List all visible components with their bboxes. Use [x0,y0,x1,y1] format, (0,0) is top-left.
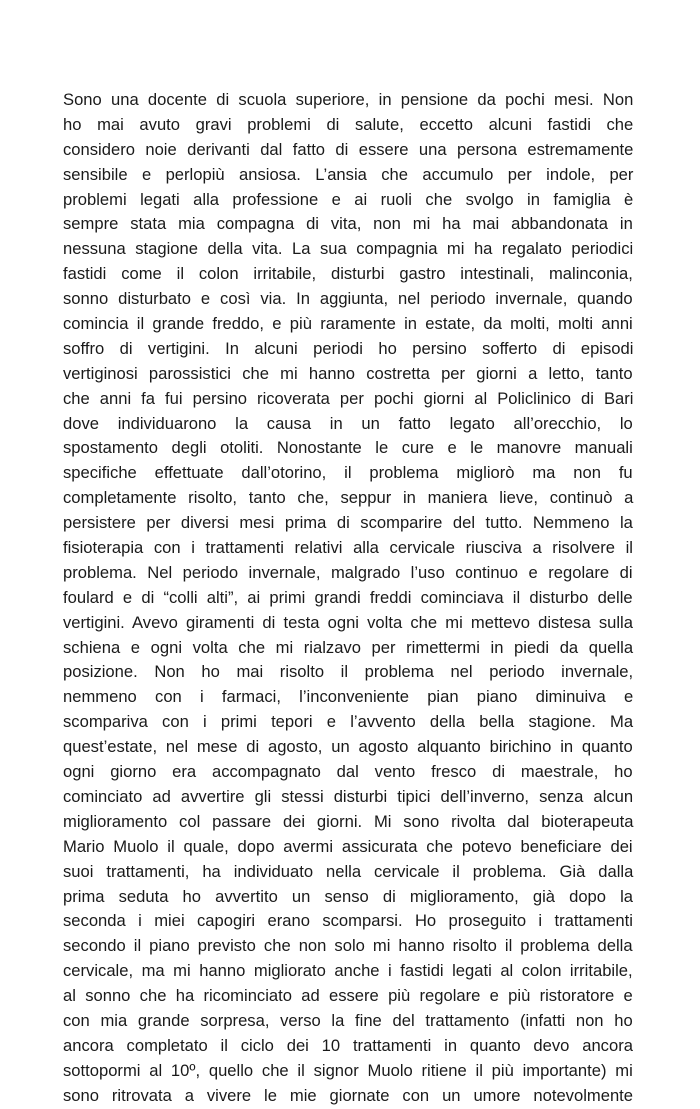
text-line: posizione. Non ho mai risolto il problema nel periodo invernale, [63,662,634,682]
text-line: che anni fa fui persino ricoverata per pochi giorni al Policlinico di Bari [63,388,634,408]
text-line: sensibile e perlopiù ansiosa. L’ansia che accumulo per indole, per [63,164,634,184]
text-line: seconda i miei capogiri erano scomparsi. Ho proseguito i trattamenti [63,911,633,931]
text-line: considero noie derivanti dal fatto di essere una persona estremamente [63,139,634,159]
text-line: nessuna stagione della vita. La sua compagnia mi ha regalato periodici [63,239,634,259]
text-line: al sonno che ha ricominciato ad essere più regolare e più ristoratore e [63,986,633,1006]
text-line: dove individuarono la causa in un fatto legato all’orecchio, lo [63,413,633,433]
text-line: foulard e di “colli alti”, ai primi grandi freddi cominciava il disturbo delle [63,587,633,607]
text-line: prima seduta ho avvertito un senso di miglioramento, già dopo la [63,886,634,906]
text-line: suoi trattamenti, ha individuato nella cervicale il problema. Già dalla [63,861,634,881]
text-line: problemi legati alla professione e ai ruoli che svolgo in famiglia è [63,189,634,209]
text-line: miglioramento col passare dei giorni. Mi sono rivolta dal bioterapeuta [63,811,634,831]
text-line: secondo il piano previsto che non solo mi hanno risolto il problema della [63,936,633,956]
text-line: comincia il grande freddo, e più raramente in estate, da molti, molti anni [63,314,633,334]
text-line: ogni giorno era accompagnato dal vento fresco di maestrale, ho [63,762,633,782]
text-line: Sono una docente di scuola superiore, in pensione da pochi mesi. Non [63,90,634,109]
text-line: fastidi come il colon irritabile, disturbi gastro intestinali, malinconia, [63,264,633,284]
text-line: spostamento degli otoliti. Nonostante le cure e le manovre manuali [63,438,633,458]
text-line: Mario Muolo il quale, dopo avermi assicurata che potevo beneficiare dei [63,836,633,856]
text-line: con mia grande sorpresa, verso la fine del trattamento (infatti non ho [63,1010,633,1030]
text-line: ho mai avuto gravi problemi di salute, eccetto alcuni fastidi che [63,114,634,134]
text-line: specifiche effettuate dall’otorino, il problema migliorò ma non fu [63,463,633,483]
text-line: soffro di vertigini. In alcuni periodi ho persino sofferto di episodi [63,338,634,358]
text-line: cervicale, ma mi hanno migliorato anche i fastidi legati al colon irritabile, [63,961,633,981]
text-line: sempre stata mia compagna di vita, non mi ha mai abbandonata in [63,214,633,234]
text-line: vertiginosi parossistici che mi hanno costretta per giorni a letto, tanto [63,363,633,383]
text-line: persistere per diversi mesi prima di scomparire del tutto. Nemmeno la [63,513,633,533]
text-line: fisioterapia con i trattamenti relativi alla cervicale riusciva a risolvere il [63,538,633,558]
text-line: ancora completato il ciclo dei 10 trattamenti in quanto devo ancora [63,1035,633,1055]
text-line: schiena e ogni volta che mi rialzavo per rimettermi in piedi da quella [63,637,634,657]
document-body [63,88,633,1109]
text-line: sottopormi al 10º, quello che il signor Muolo ritiene il più importante) mi [63,1060,633,1080]
text-line: completamente risolto, tanto che, seppur in maniera lieve, continuò a [63,488,634,508]
text-line: nemmeno con i farmaci, l’inconveniente pian piano diminuiva e [63,687,634,707]
text-line: cominciato ad avvertire gli stessi disturbi tipici dell’inverno, senza alcun [63,786,634,806]
text-line: sonno disturbato e così via. In aggiunta, nel periodo invernale, quando [63,289,633,309]
text-line: quest’estate, nel mese di agosto, un agosto alquanto birichino in quanto [63,737,633,757]
text-line: problema. Nel periodo invernale, malgrado l’uso continuo e regolare di [63,562,633,582]
text-line: sono ritrovata a vivere le mie giornate con un umore notevolmente [63,1085,634,1105]
text-line: vertigini. Avevo giramenti di testa ogni volta che mi mettevo distesa sulla [63,612,633,632]
text-line: scompariva con i primi tepori e l’avvento della bella stagione. Ma [63,712,634,732]
